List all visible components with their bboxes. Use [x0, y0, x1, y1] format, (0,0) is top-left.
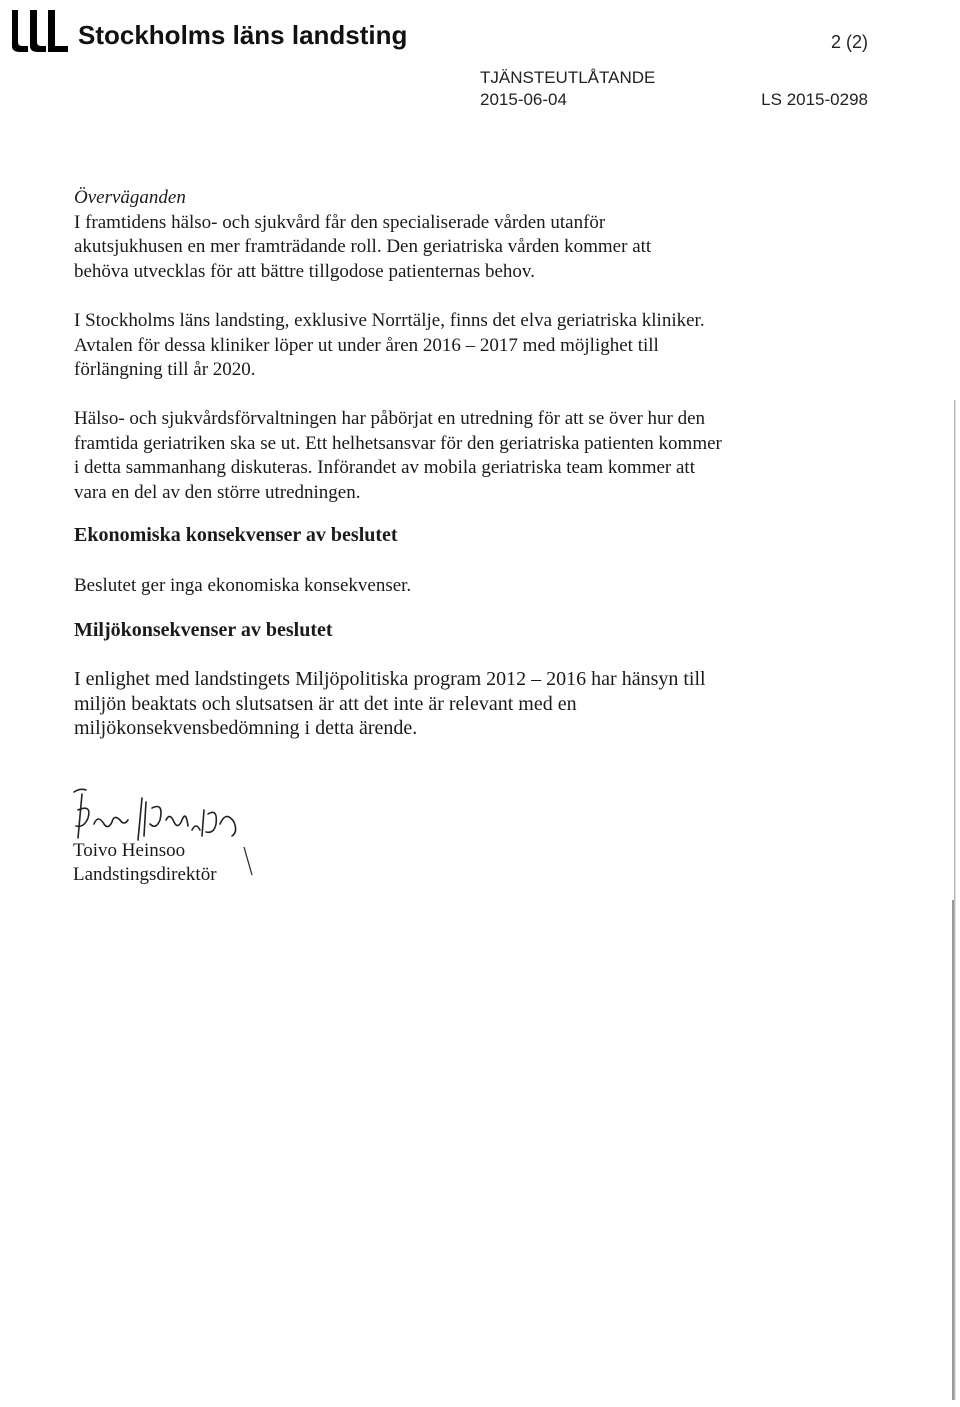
- scan-edge-artifact: [952, 400, 956, 1400]
- heading-ekonomiska-konsekvenser: Ekonomiska konsekvenser av beslutet: [74, 524, 398, 546]
- paragraph: I enlighet med landstingets Miljöpolitiska program 2012 – 2016 har hänsyn till miljön beaktats och slutsatsen är att det inte är relevant med en miljökonsekvensbedömning i detta ärende.: [74, 668, 706, 739]
- signatory-name: Toivo Heinsoo: [73, 840, 186, 861]
- heading-miljokonsekvenser: Miljökonsekvenser av beslutet: [74, 619, 333, 641]
- sll-logo-icon: [8, 6, 70, 54]
- handwritten-signature: [68, 780, 268, 846]
- paragraph-miljo: [74, 667, 714, 741]
- paragraph: Beslutet ger inga ekonomiska konsekvenser.: [74, 575, 412, 596]
- document-reference: LS 2015-0298: [761, 90, 868, 109]
- pen-mark: [242, 845, 254, 879]
- org-name: Stockholms läns landsting: [78, 20, 408, 50]
- document-date: 2015-06-04: [480, 90, 567, 109]
- paragraph-investigation: [74, 407, 724, 505]
- document-type: TJÄNSTEUTLÅTANDE: [480, 68, 656, 87]
- paragraph-ekonomi: [74, 574, 724, 599]
- section-title: Överväganden: [74, 187, 186, 208]
- paragraph: Hälso- och sjukvårdsförvaltningen har påbörjat en utredning för att se över hur den framtida geriatriken ska se ut. Ett helhetsansvar för den geriatriska patienten kommer i detta sammanhang diskuteras. Införandet av mobila geriatriska team kommer att vara en del av den större utredningen.: [74, 408, 722, 503]
- page-number: 2 (2): [830, 32, 868, 52]
- signatory-title: Landstingsdirektör: [73, 864, 217, 885]
- paragraph-clinics: [74, 309, 724, 383]
- paragraph: I framtidens hälso- och sjukvård får den specialiserade vården utanför akutsjukhusen en mer framträdande roll. Den geriatriska vården kommer att behöva utvecklas för att bättre tillgodose patienternas behov.: [74, 211, 652, 282]
- section-overvaganden: [74, 186, 704, 284]
- paragraph: I Stockholms läns landsting, exklusive Norrtälje, finns det elva geriatriska kliniker. Avtalen för dessa kliniker löper ut under åren 2016 – 2017 med möjlighet till förlängning till år 2020.: [74, 310, 705, 380]
